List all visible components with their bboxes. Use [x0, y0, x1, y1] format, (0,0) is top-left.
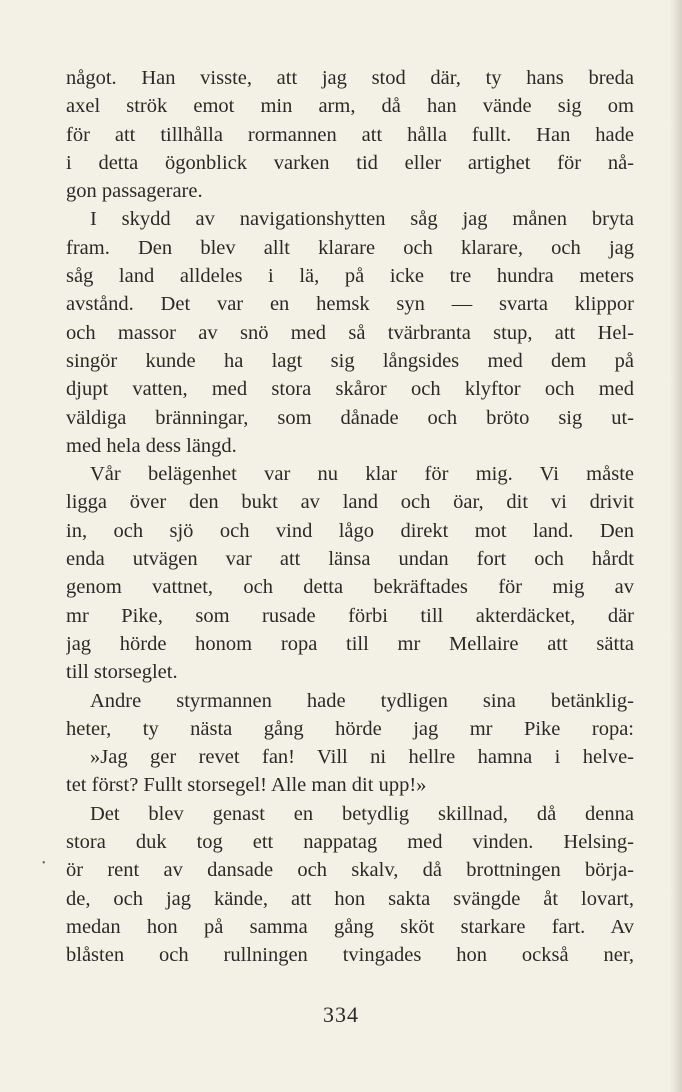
text-line: jag hörde honom ropa till mr Mellaire att sätta [66, 632, 634, 655]
text-line: med hela dess längd. [66, 434, 237, 457]
text-line: till storseglet. [66, 661, 178, 684]
margin-mark: • [42, 858, 46, 869]
text-line: Vår belägenhet var nu klar för mig. Vi måste [90, 463, 634, 486]
text-line: Andre styrmannen hade tydligen sina betänklig- [90, 689, 634, 712]
text-line: ör rent av dansade och skalv, då brottningen börja- [66, 859, 634, 882]
text-line: medan hon på samma gång sköt starkare fart. Av [66, 915, 634, 938]
text-line: såg land alldeles i lä, på icke tre hundra meters [66, 265, 634, 288]
text-line: fram. Den blev allt klarare och klarare, och jag [66, 236, 634, 259]
text-line: de, och jag kände, att hon sakta svängde åt lovart, [66, 887, 634, 910]
text-line: in, och sjö och vind lågo direkt mot land. Den [66, 519, 634, 542]
text-line: »Jag ger revet fan! Vill ni hellre hamna i helve- [90, 746, 634, 769]
text-line: tet först? Fullt storsegel! Alle man dit upp!» [66, 774, 427, 797]
text-line: I skydd av navigationshytten såg jag månen bryta [90, 208, 634, 231]
text-line: blåsten och rullningen tvingades hon också ner, [66, 944, 634, 967]
text-line: Det blev genast en betydlig skillnad, då denna [90, 802, 634, 825]
text-line: i detta ögonblick varken tid eller artighet för nå- [66, 151, 634, 174]
text-line: avstånd. Det var en hemsk syn — svarta klippor [66, 293, 634, 316]
text-line: genom vattnet, och detta bekräftades för mig av [66, 576, 634, 599]
text-line: något. Han visste, att jag stod där, ty hans breda [66, 67, 634, 89]
page-edge [670, 0, 682, 1092]
text-line: mr Pike, som rusade förbi till akterdäcket, där [66, 604, 634, 627]
text-line: singör kunde ha lagt sig långsides med dem på [66, 349, 634, 372]
text-line: stora duk tog ett nappatag med vinden. Helsing- [66, 831, 634, 854]
text-line: för att tillhålla rormannen att hålla fullt. Han hade [66, 123, 634, 146]
page-number: 334 [323, 1002, 359, 1027]
text-line: gon passagerare. [66, 180, 203, 203]
text-line: enda utvägen var att länsa undan fort och hårdt [66, 548, 634, 571]
text-line: väldiga bränningar, som dånade och bröto sig ut- [66, 406, 634, 429]
text-line: och massor av snö med så tvärbranta stup, att Hel- [66, 321, 634, 344]
text-line: heter, ty nästa gång hörde jag mr Pike ropa: [66, 717, 634, 740]
page-text [66, 64, 634, 970]
text-line: ligga över den bukt av land och öar, dit vi drivit [66, 491, 634, 514]
text-line: axel strök emot min arm, då han vände sig om [66, 95, 634, 118]
text-line: djupt vatten, med stora skåror och klyftor och med [66, 378, 634, 401]
